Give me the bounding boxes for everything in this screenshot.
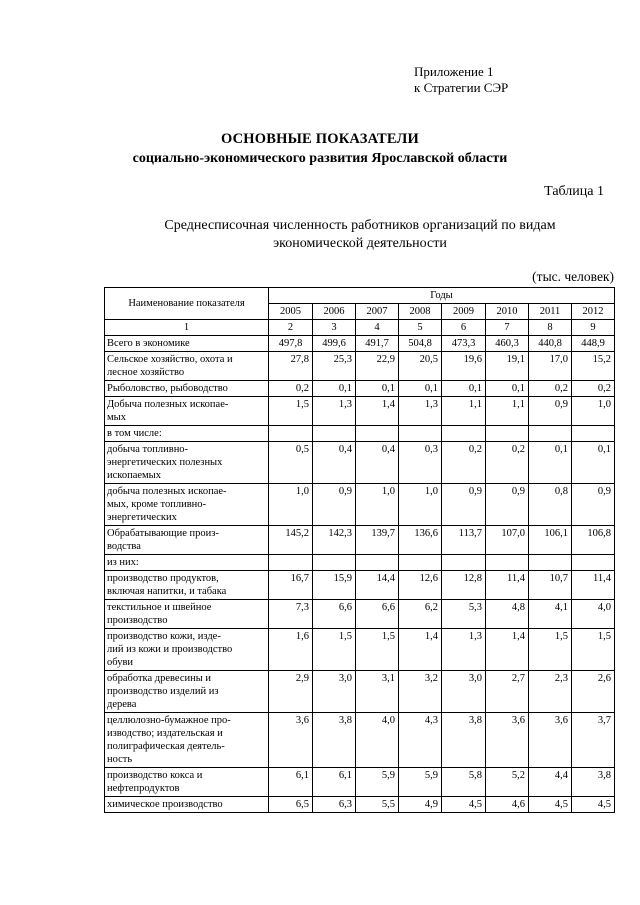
value-cell: 1,6 — [269, 629, 313, 671]
column-number: 1 — [105, 320, 269, 336]
table-row — [105, 336, 615, 352]
indicator-name-line: обуви — [107, 657, 134, 668]
document-subtitle: социально-экономического развития Ярославской области — [132, 151, 508, 166]
value-cell — [572, 426, 615, 442]
value-cell: 1,5 — [572, 629, 615, 671]
year-header: 2009 — [442, 304, 486, 320]
value-cell: 0,1 — [529, 442, 572, 484]
table-row — [105, 397, 615, 426]
value-cell — [442, 426, 486, 442]
value-cell: 1,0 — [269, 484, 313, 526]
table-row — [105, 381, 615, 397]
value-cell — [486, 426, 529, 442]
indicator-name-line: Всего в экономике — [107, 338, 190, 349]
value-cell: 6,1 — [269, 768, 313, 797]
table-body — [105, 288, 615, 813]
value-cell: 3,0 — [313, 671, 356, 713]
indicator-name-line: нефтепродуктов — [107, 783, 180, 794]
value-cell — [269, 426, 313, 442]
value-cell: 27,8 — [269, 352, 313, 381]
value-cell: 497,8 — [269, 336, 313, 352]
value-cell: 3,2 — [399, 671, 442, 713]
value-cell: 6,2 — [399, 600, 442, 629]
indicator-name-line: Добыча полезных ископае- — [107, 399, 229, 410]
value-cell — [529, 555, 572, 571]
column-number: 8 — [529, 320, 572, 336]
column-number: 3 — [313, 320, 356, 336]
indicator-name-line: энергетических — [107, 512, 177, 523]
indicator-name-cell — [105, 797, 269, 813]
indicator-name-line: мых — [107, 412, 126, 423]
indicator-name-cell — [105, 671, 269, 713]
table-label: Таблица 1 — [544, 184, 604, 199]
table-row — [105, 768, 615, 797]
table-row — [105, 442, 615, 484]
value-cell: 1,3 — [399, 397, 442, 426]
value-cell: 6,5 — [269, 797, 313, 813]
value-cell: 5,5 — [356, 797, 399, 813]
year-header: 2006 — [313, 304, 356, 320]
table-row — [105, 600, 615, 629]
table-row — [105, 352, 615, 381]
value-cell: 0,5 — [269, 442, 313, 484]
value-cell: 113,7 — [442, 526, 486, 555]
value-cell: 0,1 — [399, 381, 442, 397]
indicator-name-line: добыча топливно- — [107, 444, 189, 455]
value-cell: 0,1 — [572, 442, 615, 484]
header-row — [105, 288, 615, 304]
indicator-name-line: ископаемых — [107, 470, 161, 481]
year-header: 2005 — [269, 304, 313, 320]
indicator-name-cell — [105, 426, 269, 442]
value-cell: 473,3 — [442, 336, 486, 352]
table-row — [105, 713, 615, 768]
value-cell: 3,8 — [313, 713, 356, 768]
value-cell: 3,6 — [269, 713, 313, 768]
appendix-note — [414, 64, 508, 96]
value-cell: 4,0 — [356, 713, 399, 768]
indicator-name-line: обработка древесины и — [107, 673, 212, 684]
value-cell: 3,6 — [529, 713, 572, 768]
value-cell: 1,3 — [313, 397, 356, 426]
indicator-name-line: полиграфическая деятель- — [107, 741, 225, 752]
value-cell: 6,3 — [313, 797, 356, 813]
caption-line-2: экономической деятельности — [273, 236, 447, 251]
value-cell: 1,1 — [486, 397, 529, 426]
indicator-name-line: энергетических полезных — [107, 457, 223, 468]
year-header: 2011 — [529, 304, 572, 320]
indicator-name-line: Сельское хозяйство, охота и — [107, 354, 233, 365]
column-number: 5 — [399, 320, 442, 336]
indicator-name-line: производство кокса и — [107, 770, 203, 781]
value-cell: 19,6 — [442, 352, 486, 381]
value-cell: 2,6 — [572, 671, 615, 713]
name-column-header: Наименование показателя — [105, 288, 269, 320]
value-cell: 1,4 — [486, 629, 529, 671]
value-cell: 3,6 — [486, 713, 529, 768]
column-numbers-row — [105, 320, 615, 336]
value-cell: 1,3 — [442, 629, 486, 671]
indicator-name-line: производство кожи, изде- — [107, 631, 221, 642]
value-cell: 11,4 — [486, 571, 529, 600]
value-cell: 4,4 — [529, 768, 572, 797]
value-cell: 15,2 — [572, 352, 615, 381]
value-cell: 4,8 — [486, 600, 529, 629]
indicator-name-line: включая напитки, и табака — [107, 586, 227, 597]
employment-table — [104, 287, 615, 813]
value-cell: 4,5 — [572, 797, 615, 813]
indicator-name-cell — [105, 768, 269, 797]
value-cell: 1,4 — [356, 397, 399, 426]
indicator-name-cell — [105, 526, 269, 555]
value-cell: 460,3 — [486, 336, 529, 352]
value-cell: 22,9 — [356, 352, 399, 381]
year-header: 2008 — [399, 304, 442, 320]
value-cell: 3,0 — [442, 671, 486, 713]
value-cell: 0,9 — [529, 397, 572, 426]
value-cell: 2,3 — [529, 671, 572, 713]
value-cell: 3,7 — [572, 713, 615, 768]
value-cell: 16,7 — [269, 571, 313, 600]
indicator-name-cell — [105, 555, 269, 571]
value-cell: 0,4 — [313, 442, 356, 484]
value-cell: 0,9 — [486, 484, 529, 526]
value-cell — [529, 426, 572, 442]
value-cell: 2,9 — [269, 671, 313, 713]
value-cell: 1,1 — [442, 397, 486, 426]
indicator-name-line: производство — [107, 615, 168, 626]
value-cell: 12,8 — [442, 571, 486, 600]
value-cell: 3,8 — [442, 713, 486, 768]
indicator-name-line: ность — [107, 754, 133, 765]
value-cell: 4,9 — [399, 797, 442, 813]
value-cell: 15,9 — [313, 571, 356, 600]
indicator-name-line: производство продуктов, — [107, 573, 219, 584]
value-cell: 145,2 — [269, 526, 313, 555]
column-number: 2 — [269, 320, 313, 336]
value-cell: 4,5 — [529, 797, 572, 813]
indicator-name-line: целлюлозно-бумажное про- — [107, 715, 231, 726]
value-cell — [313, 426, 356, 442]
indicator-name-line: из них: — [107, 557, 139, 568]
value-cell: 5,8 — [442, 768, 486, 797]
value-cell — [399, 426, 442, 442]
value-cell: 4,0 — [572, 600, 615, 629]
value-cell: 17,0 — [529, 352, 572, 381]
table-row — [105, 484, 615, 526]
indicator-name-cell — [105, 484, 269, 526]
indicator-name-line: текстильное и швейное — [107, 602, 212, 613]
value-cell — [313, 555, 356, 571]
value-cell: 4,6 — [486, 797, 529, 813]
value-cell: 491,7 — [356, 336, 399, 352]
value-cell: 4,3 — [399, 713, 442, 768]
value-cell: 136,6 — [399, 526, 442, 555]
value-cell: 19,1 — [486, 352, 529, 381]
caption-line-1: Среднесписочная численность работников организаций по видам — [164, 218, 556, 233]
indicator-name-line: в том числе: — [107, 428, 162, 439]
value-cell: 5,9 — [356, 768, 399, 797]
value-cell: 107,0 — [486, 526, 529, 555]
years-header: Годы — [269, 288, 615, 304]
year-header: 2012 — [572, 304, 615, 320]
value-cell: 5,2 — [486, 768, 529, 797]
value-cell: 1,5 — [269, 397, 313, 426]
value-cell: 106,8 — [572, 526, 615, 555]
value-cell: 0,4 — [356, 442, 399, 484]
value-cell: 5,9 — [399, 768, 442, 797]
value-cell: 6,1 — [313, 768, 356, 797]
table-row — [105, 629, 615, 671]
table-row — [105, 571, 615, 600]
value-cell: 142,3 — [313, 526, 356, 555]
value-cell: 1,0 — [572, 397, 615, 426]
value-cell: 0,2 — [529, 381, 572, 397]
value-cell: 504,8 — [399, 336, 442, 352]
indicator-name-cell — [105, 629, 269, 671]
value-cell: 440,8 — [529, 336, 572, 352]
value-cell: 20,5 — [399, 352, 442, 381]
value-cell: 4,1 — [529, 600, 572, 629]
value-cell: 448,9 — [572, 336, 615, 352]
value-cell: 0,8 — [529, 484, 572, 526]
document-title: ОСНОВНЫЕ ПОКАЗАТЕЛИ — [220, 131, 420, 147]
indicator-name-line: дерева — [107, 699, 137, 710]
appendix-line-2: к Стратегии СЭР — [414, 80, 509, 95]
table-caption — [120, 217, 600, 253]
table-row — [105, 426, 615, 442]
value-cell: 5,3 — [442, 600, 486, 629]
value-cell: 1,5 — [313, 629, 356, 671]
indicator-name-line: химическое производство — [107, 799, 223, 810]
indicator-name-line: лесное хозяйство — [107, 367, 185, 378]
value-cell: 6,6 — [356, 600, 399, 629]
value-cell — [356, 555, 399, 571]
table-row — [105, 526, 615, 555]
value-cell: 1,0 — [399, 484, 442, 526]
year-header: 2007 — [356, 304, 399, 320]
value-cell — [356, 426, 399, 442]
value-cell — [486, 555, 529, 571]
indicator-name-line: Рыболовство, рыбоводство — [107, 383, 228, 394]
column-number: 9 — [572, 320, 615, 336]
value-cell: 106,1 — [529, 526, 572, 555]
value-cell: 3,1 — [356, 671, 399, 713]
units-label: (тыс. человек) — [532, 269, 614, 284]
value-cell: 12,6 — [399, 571, 442, 600]
value-cell: 0,2 — [572, 381, 615, 397]
value-cell: 0,1 — [356, 381, 399, 397]
value-cell: 7,3 — [269, 600, 313, 629]
value-cell: 1,5 — [356, 629, 399, 671]
value-cell: 2,7 — [486, 671, 529, 713]
value-cell: 10,7 — [529, 571, 572, 600]
indicator-name-line: Обрабатывающие произ- — [107, 528, 219, 539]
value-cell: 0,3 — [399, 442, 442, 484]
value-cell: 1,0 — [356, 484, 399, 526]
indicator-name-cell — [105, 442, 269, 484]
column-number: 6 — [442, 320, 486, 336]
indicator-name-line: производство изделий из — [107, 686, 219, 697]
value-cell: 25,3 — [313, 352, 356, 381]
indicator-name-cell — [105, 336, 269, 352]
indicator-name-line: водства — [107, 541, 141, 552]
value-cell: 14,4 — [356, 571, 399, 600]
value-cell: 1,4 — [399, 629, 442, 671]
value-cell: 0,1 — [486, 381, 529, 397]
table-row — [105, 555, 615, 571]
indicator-name-line: изводство; издательская и — [107, 728, 223, 739]
value-cell: 6,6 — [313, 600, 356, 629]
value-cell: 0,2 — [442, 442, 486, 484]
indicator-name-cell — [105, 571, 269, 600]
appendix-line-1: Приложение 1 — [414, 64, 494, 79]
value-cell — [399, 555, 442, 571]
indicator-name-cell — [105, 600, 269, 629]
value-cell: 0,2 — [269, 381, 313, 397]
column-number: 4 — [356, 320, 399, 336]
indicator-name-line: мых, кроме топливно- — [107, 499, 207, 510]
value-cell — [572, 555, 615, 571]
table-row — [105, 797, 615, 813]
indicator-name-cell — [105, 713, 269, 768]
value-cell: 0,1 — [442, 381, 486, 397]
value-cell: 139,7 — [356, 526, 399, 555]
table-row — [105, 671, 615, 713]
value-cell: 4,5 — [442, 797, 486, 813]
column-number: 7 — [486, 320, 529, 336]
value-cell: 499,6 — [313, 336, 356, 352]
indicator-name-cell — [105, 381, 269, 397]
indicator-name-cell — [105, 352, 269, 381]
value-cell — [442, 555, 486, 571]
value-cell: 1,5 — [529, 629, 572, 671]
indicator-name-cell — [105, 397, 269, 426]
value-cell: 11,4 — [572, 571, 615, 600]
indicator-name-line: лий из кожи и производство — [107, 644, 233, 655]
value-cell: 0,9 — [313, 484, 356, 526]
value-cell: 3,8 — [572, 768, 615, 797]
value-cell: 0,9 — [442, 484, 486, 526]
value-cell: 0,2 — [486, 442, 529, 484]
year-header: 2010 — [486, 304, 529, 320]
indicator-name-line: добыча полезных ископае- — [107, 486, 227, 497]
value-cell — [269, 555, 313, 571]
value-cell: 0,9 — [572, 484, 615, 526]
value-cell: 0,1 — [313, 381, 356, 397]
